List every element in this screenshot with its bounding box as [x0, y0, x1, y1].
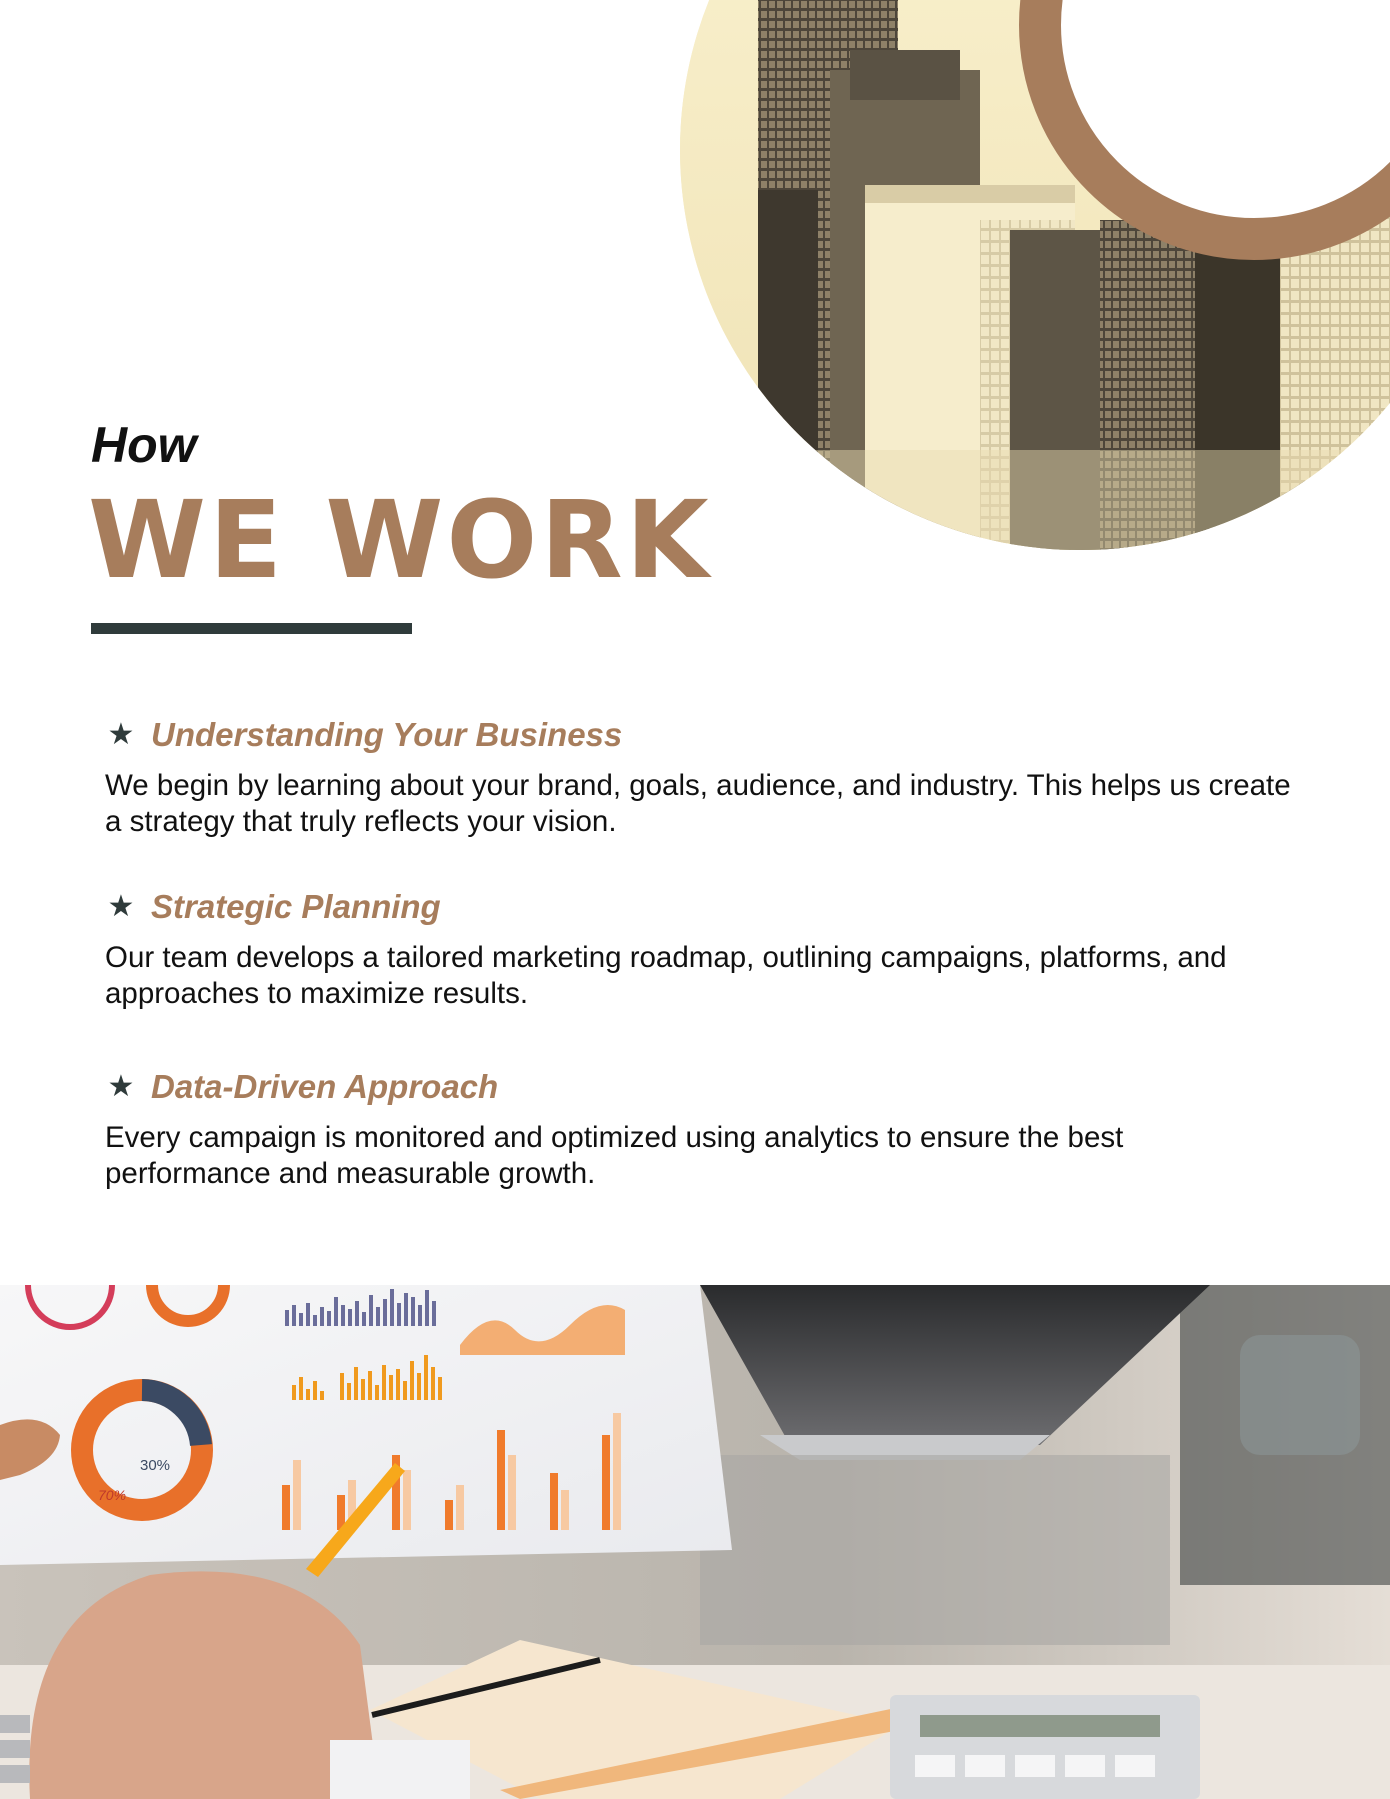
step-item	[105, 1064, 1305, 1192]
donut-label-30: 30%	[140, 1457, 171, 1474]
step-title: Strategic Planning	[151, 888, 441, 925]
donut-label-70: 70%	[98, 1487, 127, 1503]
star-icon: ★	[107, 889, 135, 924]
step-title: Understanding Your Business	[151, 716, 623, 753]
analytics-desk-photo	[0, 1285, 1390, 1799]
star-icon: ★	[107, 717, 135, 752]
step-item	[105, 712, 1305, 840]
heading-underline	[91, 623, 412, 634]
star-icon: ★	[107, 1069, 135, 1104]
step-header	[105, 1064, 1305, 1110]
step-header	[105, 884, 1305, 930]
page-title: WE WORK	[88, 479, 712, 603]
heading-prefix: How	[91, 417, 197, 473]
step-title: Data-Driven Approach	[151, 1068, 499, 1105]
step-description: We begin by learning about your brand, goals, audience, and industry. This helps us create a strategy that truly reflects your vision.	[105, 769, 1291, 838]
step-description: Our team develops a tailored marketing roadmap, outlining campaigns, platforms, and approaches to maximize results.	[105, 941, 1227, 1010]
step-description: Every campaign is monitored and optimized using analytics to ensure the best performance and measurable growth.	[105, 1121, 1124, 1190]
step-item	[105, 884, 1305, 1012]
step-header	[105, 712, 1305, 758]
